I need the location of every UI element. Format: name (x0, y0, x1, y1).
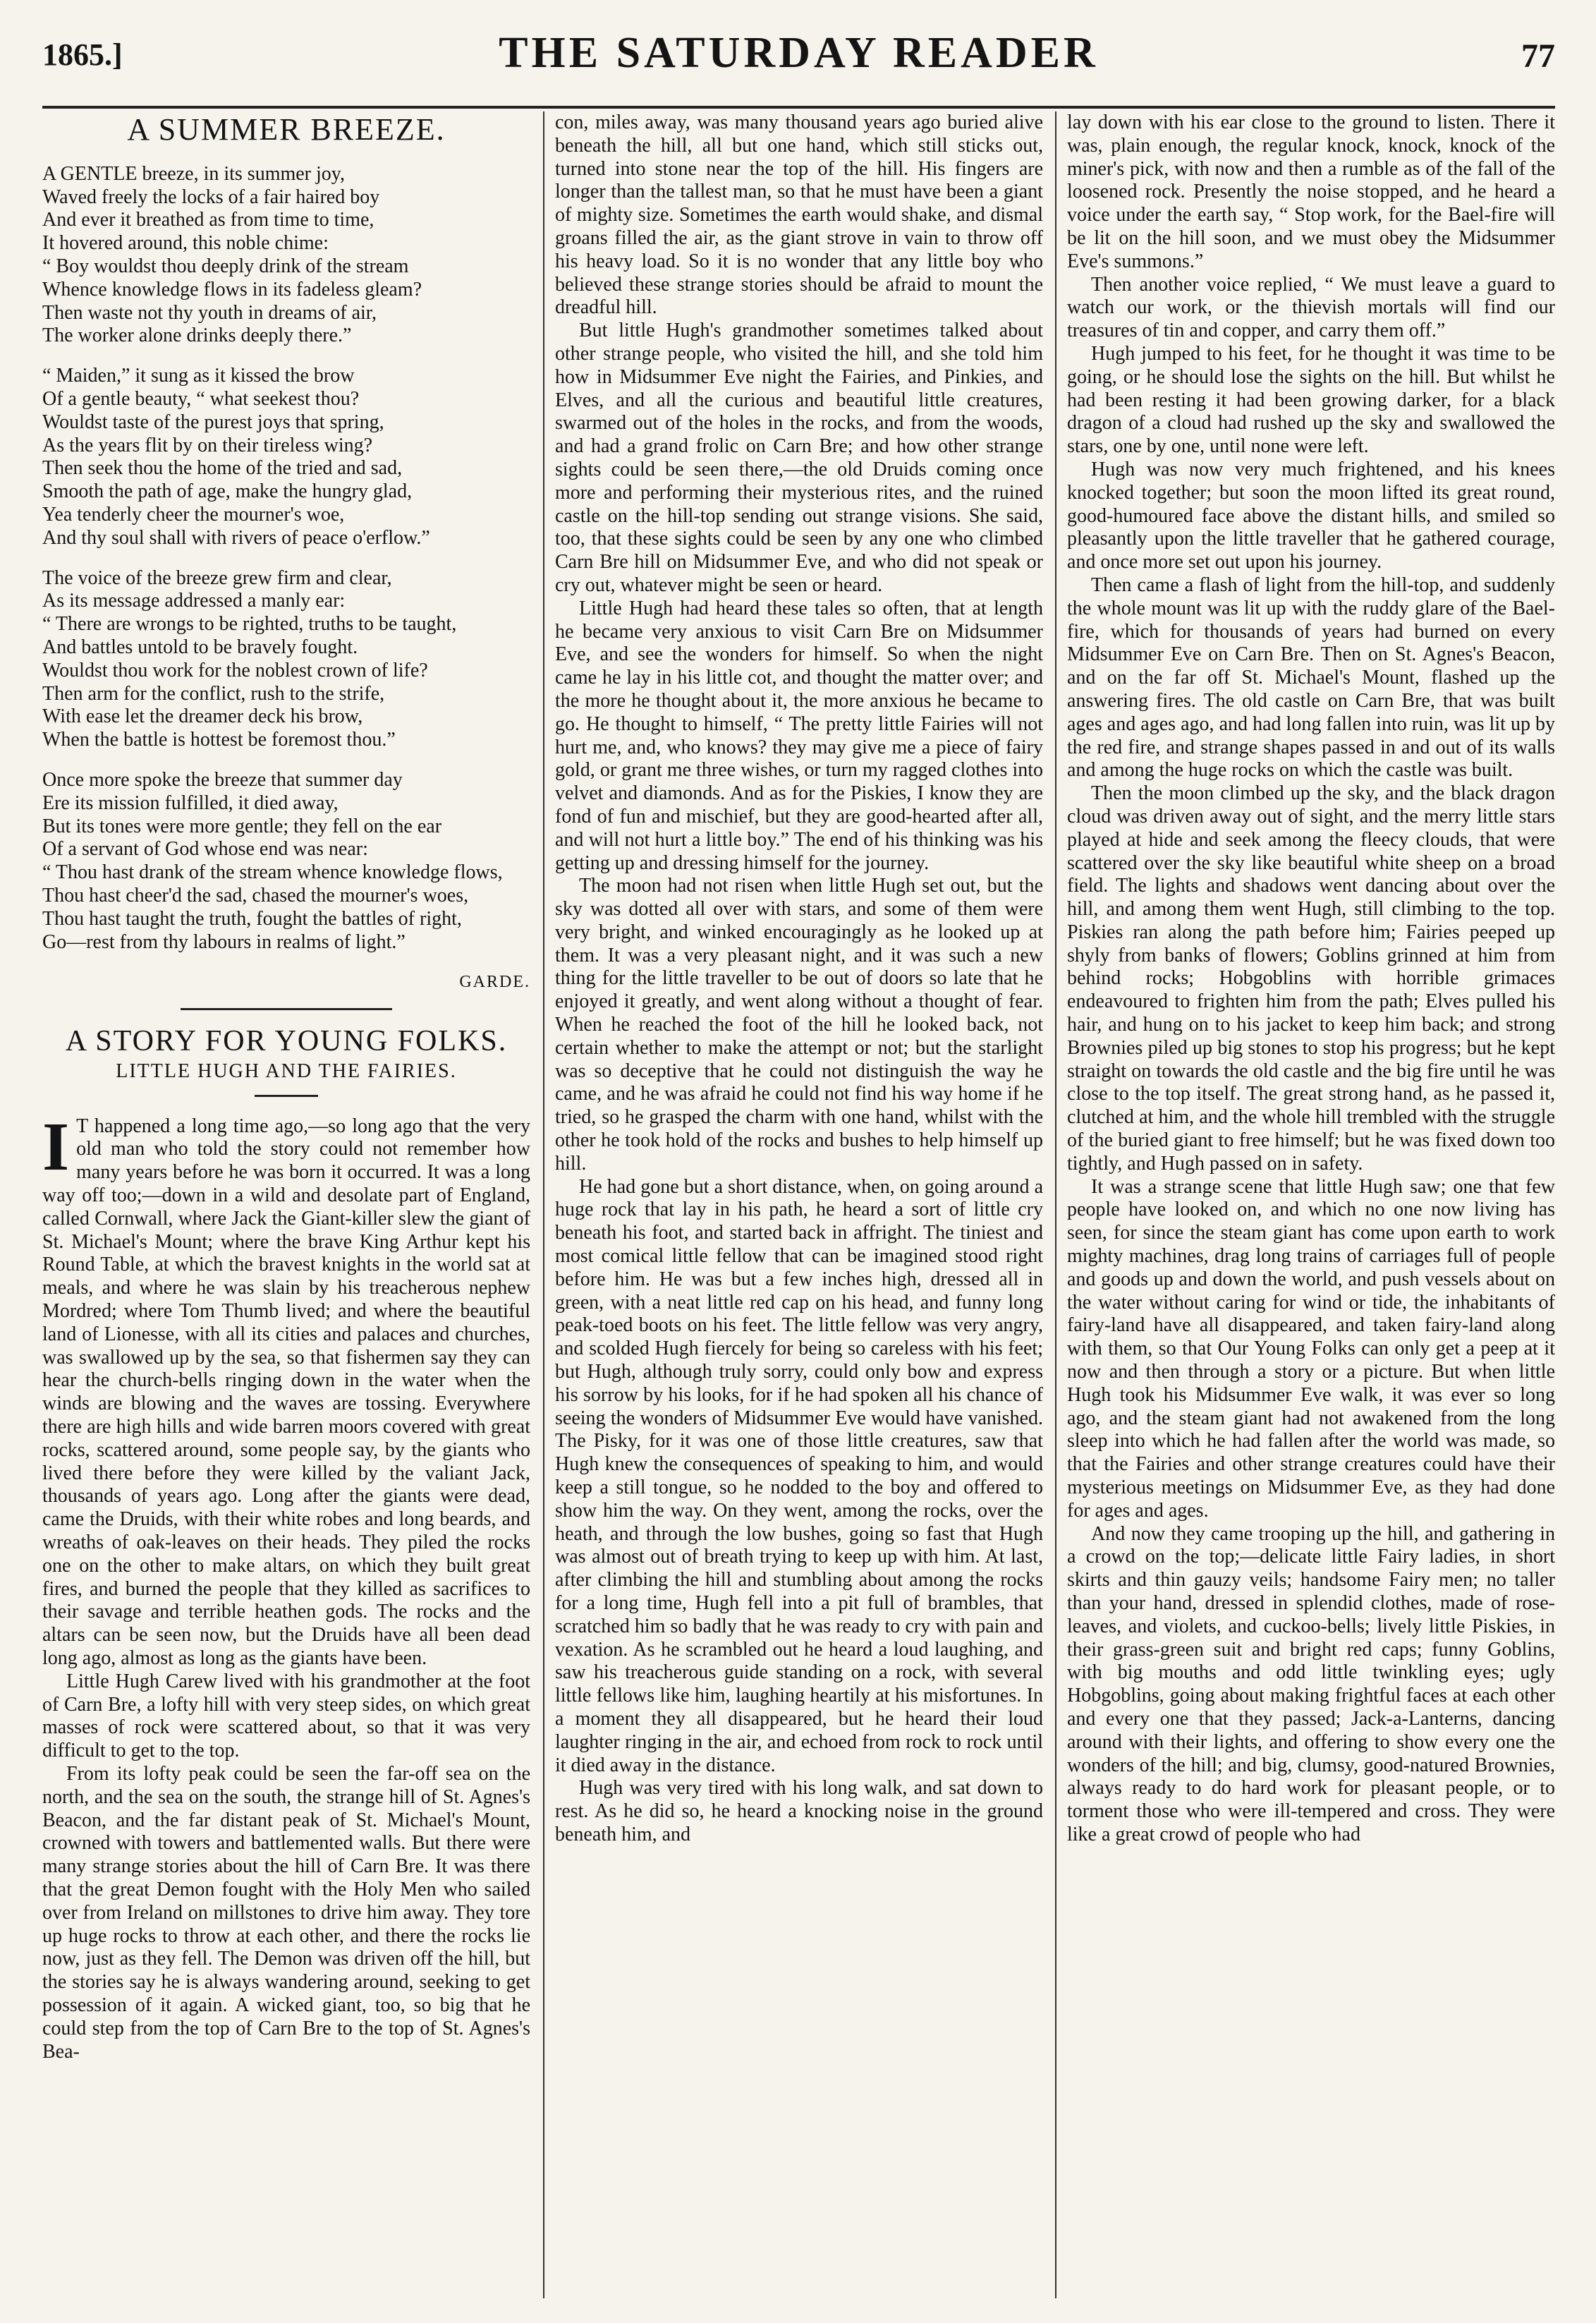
poem-line: Then arm for the conflict, rush to the strife, (42, 682, 385, 705)
paragraph: Then the moon climbed up the sky, and the black dragon cloud was driven away out of sight, and the merry little stars played at hide and seek among the fleecy clouds, that were scattered over the sky like beautiful white sheep on a broad field. The lights and shadows went dancing about over the hill, and among them went Hugh, still climbing to the top. Piskies ran along the path before him; Fairies peeped up shyly from banks of flowers; Goblins grinned at him from behind rocks; Hobgoblins with horrible grimaces endeavoured to frighten him from the path; Elves pulled his hair, and hung on to his jacket to keep him back; and strong Brownies piled up big stones to stop his progress; but he kept straight on towards the old castle and the big fire until he was close to the top itself. The great strong hand, as he passed it, clutched at him, and the whole hill trembled with the struggle of the buried giant to free himself; but he was fixed down too tightly, and Hugh passed on in safety. (1067, 782, 1555, 1175)
paragraph: It was a strange scene that little Hugh saw; one that few people have looked on, and which no one now living has seen, for since the steam giant has come upon earth to work mighty machines, drag long trains of carriages full of people and goods up and down the world, and push vessels about on the water without caring for wind or tide, the inhabitants of fairy-land have all disappeared, and taken fairy-land along with them, so that Our Young Folks can only get a peep at it now and then through a story or a picture. But when little Hugh took his Midsummer Eve walk, it was ever so long ago, and the steam giant had not awakened from the long sleep into which he had fallen after the world was made, so that the Fairies and other strange creatures could have their mysterious meetings on Midsummer Eve, as they had done for ages and ages. (1067, 1175, 1555, 1522)
paragraph: And now they came trooping up the hill, and gathering in a crowd on the top;—delicate little Fairy ladies, in short skirts and thin gauzy veils; handsome Fairy men; no taller than your hand, dressed in splendid clothes, made of rose-leaves, and violets, and cuckoo-bells; lively little Piskies, in their grass-green suit and bright red caps; funny Goblins, with big mouths and odd little twinkling eyes; ugly Hobgoblins, going about making frightful faces at each other and every one that they passed; Jack-a-Lanterns, dancing around with their lights, and offering to show every one the wonders of the hill; and big, clumsy, good-natured Brownies, always ready to do hard work for pleasant people, or to torment those who were ill-tempered and cross. They were like a great crowd of people who had (1067, 1522, 1555, 1845)
poem-line: And ever it breathed as from time to time, (42, 209, 374, 231)
poem-line: Waved freely the locks of a fair haired boy (42, 186, 380, 208)
paragraph: Little Hugh Carew lived with his grandmother at the foot of Carn Bre, a lofty hill with very steep sides, on which great masses of rock were scattered about, so that it was very difficult to get to the top. (42, 1670, 530, 1762)
page-number: 77 (1521, 37, 1555, 75)
paragraph: lay down with his ear close to the ground to listen. There it was, plain enough, the regular knock, knock, knock of the miner's pick, with now and then a rumble as of the fall of the loosened rock. Presently the noise stopped, and he heard a voice under the earth say, “ Stop work, for the Bael-fire will be lit on the hill soon, and we must obey the Midsummer Eve's summons.” (1067, 111, 1555, 272)
paragraph-text: T happened a long time ago,—so long ago that the very old man who told the story could not remember how many years before he was born it occurred. It was a long way off too;—down in a wild and desolate part of England, called Cornwall, where Jack the Giant-killer slew the giant of St. Michael's Mount; where the brave King Arthur kept his Round Table, at which the bravest knights in the world sat at meals, and where he was slain by his treacherous nephew Mordred; where Tom Thumb lived; and where the beautiful land of Lionesse, with all its cities and palaces and churches, was swallowed up by the sea, so that fishermen say they can hear the church-bells ringing down in the water when the winds are blowing and the waves are tossing. Everywhere there are high hills and wide barren moors covered with great rocks, scattered around, some people say, by the giants who lived there before they were killed by the valiant Jack, thousands of years ago. Long after the giants were dead, came the Druids, with their white robes and long beards, and wreaths of oak-leaves on their heads. They piled the rocks one on the other to make altars, on which they built great fires, and burned the people that they killed as sacrifices to their savage and terrible heathen gods. The rocks and the altars can be seen now, but the Druids have all been dead long ago, almost as long as the giants have been. (42, 1115, 530, 1670)
poem-line: Of a servant of God whose end was near: (42, 838, 368, 861)
section-divider (181, 1008, 392, 1010)
paragraph: Then came a flash of light from the hill-top, and suddenly the whole mount was lit up with the ruddy glare of the Bael-fire, which for thousands of years had burned on every Midsummer Eve on Carn Bre. Then on St. Agnes's Beacon, and on the far off St. Michael's Mount, flashed up the answering fires. The old castle on Carn Bre, that was built ages and ages ago, and had long fallen into ruin, was lit up by the red fire, and strange shapes passed in and out of its walls and among the huge rocks on which the castle was built. (1067, 574, 1555, 782)
paragraph: Hugh jumped to his feet, for he thought it was time to be going, or he should lose the sights on the hill. But whilst he had been resting it had been growing darker, for a black dragon of a cloud had rushed up the sky and swallowed the stars, one by one, until none were left. (1067, 342, 1555, 458)
poem-line: The voice of the breeze grew firm and clear, (42, 566, 392, 589)
poem-line: Yea tenderly cheer the mourner's woe, (42, 503, 345, 526)
poem-line: With ease let the dreamer deck his brow, (42, 705, 363, 728)
title-divider (255, 1095, 318, 1097)
poem-stanza (42, 567, 530, 752)
poem-line: “ Thou hast drank of the stream whence knowledge flows, (42, 861, 503, 884)
story-text-col1 (42, 1108, 530, 2064)
poem-line: “ Boy wouldst thou deeply drink of the stream (42, 255, 409, 277)
poem-line: When the battle is hottest be foremost thou.” (42, 729, 396, 751)
paragraph: The moon had not risen when little Hugh set out, but the sky was dotted all over with stars, and some of them were very bright, and winked encouragingly as he looked up at them. It was a very pleasant night, and it was such a new thing for the little traveller to be out of doors so late that he enjoyed it greatly, and went along without a thought of fear. When he reached the foot of the hill he looked back, not certain whether to make the attempt or not; but the starlight was so deceptive that he could not distinguish the way he came, and he was afraid he could not find his way home if he tried, so he grasped the charm with one hand, whilst with the other he took hold of the rocks and bushes to help himself up hill. (555, 875, 1043, 1175)
poem-line: Whence knowledge flows in its fadeless gleam? (42, 278, 422, 301)
poem-line: It hovered around, this noble chime: (42, 232, 329, 255)
paragraph: Hugh was now very much frightened, and his knees knocked together; but soon the moon lifted its great round, good-humoured face above the distant hills, and smiled so pleasantly upon the little traveller that he gathered courage, and once more set out upon his journey. (1067, 458, 1555, 574)
poem-stanza (42, 365, 530, 550)
paragraph: Little Hugh had heard these tales so often, that at length he became very anxious to visit Carn Bre on Midsummer Eve, and see the wonders for himself. So when the night came he lay in his little cot, and thought the matter over; and the more he thought about it, the more anxious he became to go. He thought to himself, “ The pretty little Fairies will not hurt me, and, who knows? they may give me a piece of fairy gold, or grant me three wishes, or turn my ragged clothes into velvet and diamonds. And as for the Piskies, I know they are fond of fun and mischief, but they are good-hearted after all, and will not hurt a little boy.” The end of his thinking was his getting up and dressing himself for the journey. (555, 597, 1043, 874)
poem-line: Smooth the path of age, make the hungry glad, (42, 480, 413, 503)
column-1 (42, 111, 530, 2298)
poem-line: “ There are wrongs to be righted, truths to be taught, (42, 613, 457, 636)
poem-line: Ere its mission fulfilled, it died away, (42, 791, 339, 814)
poem-line: Then seek thou the home of the tried and sad, (42, 457, 403, 480)
paragraph: Hugh was very tired with his long walk, and sat down to rest. As he did so, he heard a knocking noise in the ground beneath him, and (555, 1777, 1043, 1845)
poem-line: Then waste not thy youth in dreams of air, (42, 301, 377, 324)
poem-line: Of a gentle beauty, “ what seekest thou? (42, 387, 360, 410)
poem-stanza (42, 769, 530, 954)
masthead (42, 21, 1555, 109)
paragraph: He had gone but a short distance, when, on going around a huge rock that lay in his path, he heard a sort of little cry beneath his foot, and started back in affright. The tiniest and most comical little fellow that can be imagined stood right before him. He was but a few inches high, dressed all in green, with a neat little red cap on his head, and funny long peak-toed boots on his feet. The little fellow was very angry, and scolded Hugh fiercely for being so careless with his feet; but Hugh, although truly sorry, could only bow and express his sorrow by his looks, for if he had spoken all his chance of seeing the wonders of Midsummer Eve would have vanished. The Pisky, for it was one of those little creatures, saw that Hugh knew the consequences of speaking to him, and would keep a still tongue, so he nodded to the boy and offered to show him the way. On they went, among the rocks, over the heath, and through the low bushes, going so fast that Hugh was almost out of breath trying to keep up with him. At last, after climbing the hill and stumbling about among the rocks for a long time, Hugh fell into a pit full of brambles, that scratched him so badly that he was ready to cry with pain and vexation. As he scrambled out he heard a loud laughing, and saw his treacherous guide standing on a rock, with several little fellows like him, laughing heartily at his misfortunes. In a moment they all disappeared, but he heard their loud laughter ringing in the air, and echoed from rock to rock until it died away in the distance. (555, 1175, 1043, 1776)
issue-year: 1865.] (42, 37, 123, 72)
column-rule (543, 111, 544, 2298)
poem-body (42, 163, 530, 954)
story-text-col2 (555, 111, 1043, 1847)
story-subtitle: LITTLE HUGH AND THE FAIRIES. (116, 1060, 457, 1082)
poem-line: Wouldst taste of the purest joys that spring, (42, 411, 384, 433)
poem-line: Go—rest from thy labours in realms of light.” (42, 930, 406, 953)
poem-line: A GENTLE breeze, in its summer joy, (42, 162, 345, 185)
paragraph: Then another voice replied, “ We must leave a guard to watch our work, or the thievish mortals will find our treasures of tin and copper, and carry them off.” (1067, 273, 1555, 342)
paragraph: From its lofty peak could be seen the far-off sea on the north, and the sea on the south, the strange hill of St. Agnes's Beacon, and the far distant peak of St. Michael's Mount, crowned with towers and battlemented walls. But there were many strange stories about the hill of Carn Bre. It was there that the great Demon fought with the Holy Men who sailed over from Ireland on millstones to drive him away. They tore up huge rocks to throw at each other, and there the rocks lie now, just as they fell. The Demon was driven off the hill, but the stories say he is always wandering around, seeking to get possession of it again. A wicked giant, too, so big that he could step from the top of Carn Bre to the top of St. Agnes's Bea- (42, 1763, 530, 2063)
column-rule (1055, 111, 1056, 2298)
poem-signature: GARDE. (459, 973, 530, 992)
poem-line: But its tones were more gentle; they fell on the ear (42, 815, 442, 837)
publication-title: THE SATURDAY READER (499, 29, 1099, 77)
poem-title: A SUMMER BREEZE. (127, 112, 446, 147)
paragraph: con, miles away, was many thousand years ago buried alive beneath the hill, all but one hand, which still sticks out, turned into stone near the top of the hill. His fingers are longer than the tallest man, so that he must have been a giant of mighty size. Sometimes the earth would shake, and dismal groans filled the air, as the giant strove in vain to throw off his heavy load. So it is no wonder that any little boy who believed these strange stories should be afraid to mount the dreadful hill. (555, 111, 1043, 319)
poem-line: And battles untold to be bravely fought. (42, 636, 358, 658)
paragraph: But little Hugh's grandmother sometimes talked about other strange people, who visited the hill, and she told him how in Midsummer Eve night the Fairies, and Pinkies, and Elves, and all the curious and beautiful little creatures, swarmed out of the holes in the rocks, and from the woods, and had a grand frolic on Carn Bre; and how other strange sights could be seen there,—the old Druids coming once more and performing their mysterious rites, and the ruined castle on the hill-top sending out strange visions. She said, too, that these sights could be seen by any one who climbed Carn Bre hill on Midsummer Eve, and who did not speak or cry out, whatever might be seen or heard. (555, 320, 1043, 596)
poem-line: Thou hast cheer'd the sad, chased the mourner's woes, (42, 884, 469, 906)
column-3 (1067, 111, 1555, 2298)
story-text-col3 (1067, 111, 1555, 1847)
column-2 (555, 111, 1043, 2298)
paragraph (42, 1108, 530, 1670)
poem-line: As the years flit by on their tireless wing? (42, 434, 373, 456)
poem-line: The worker alone drinks deeply there.” (42, 325, 352, 347)
poem-line: And thy soul shall with rivers of peace o'erflow.” (42, 526, 430, 549)
story-title: A STORY FOR YOUNG FOLKS. (65, 1025, 508, 1058)
poem-line: As its message addressed a manly ear: (42, 590, 346, 612)
poem-line: “ Maiden,” it sung as it kissed the brow (42, 365, 355, 387)
poem-line: Thou hast taught the truth, fought the battles of right, (42, 907, 462, 930)
poem-line: Once more spoke the breeze that summer day (42, 768, 403, 791)
poem-stanza (42, 163, 530, 348)
drop-cap: I (42, 1108, 70, 1185)
poem-line: Wouldst thou work for the noblest crown of life? (42, 659, 428, 681)
